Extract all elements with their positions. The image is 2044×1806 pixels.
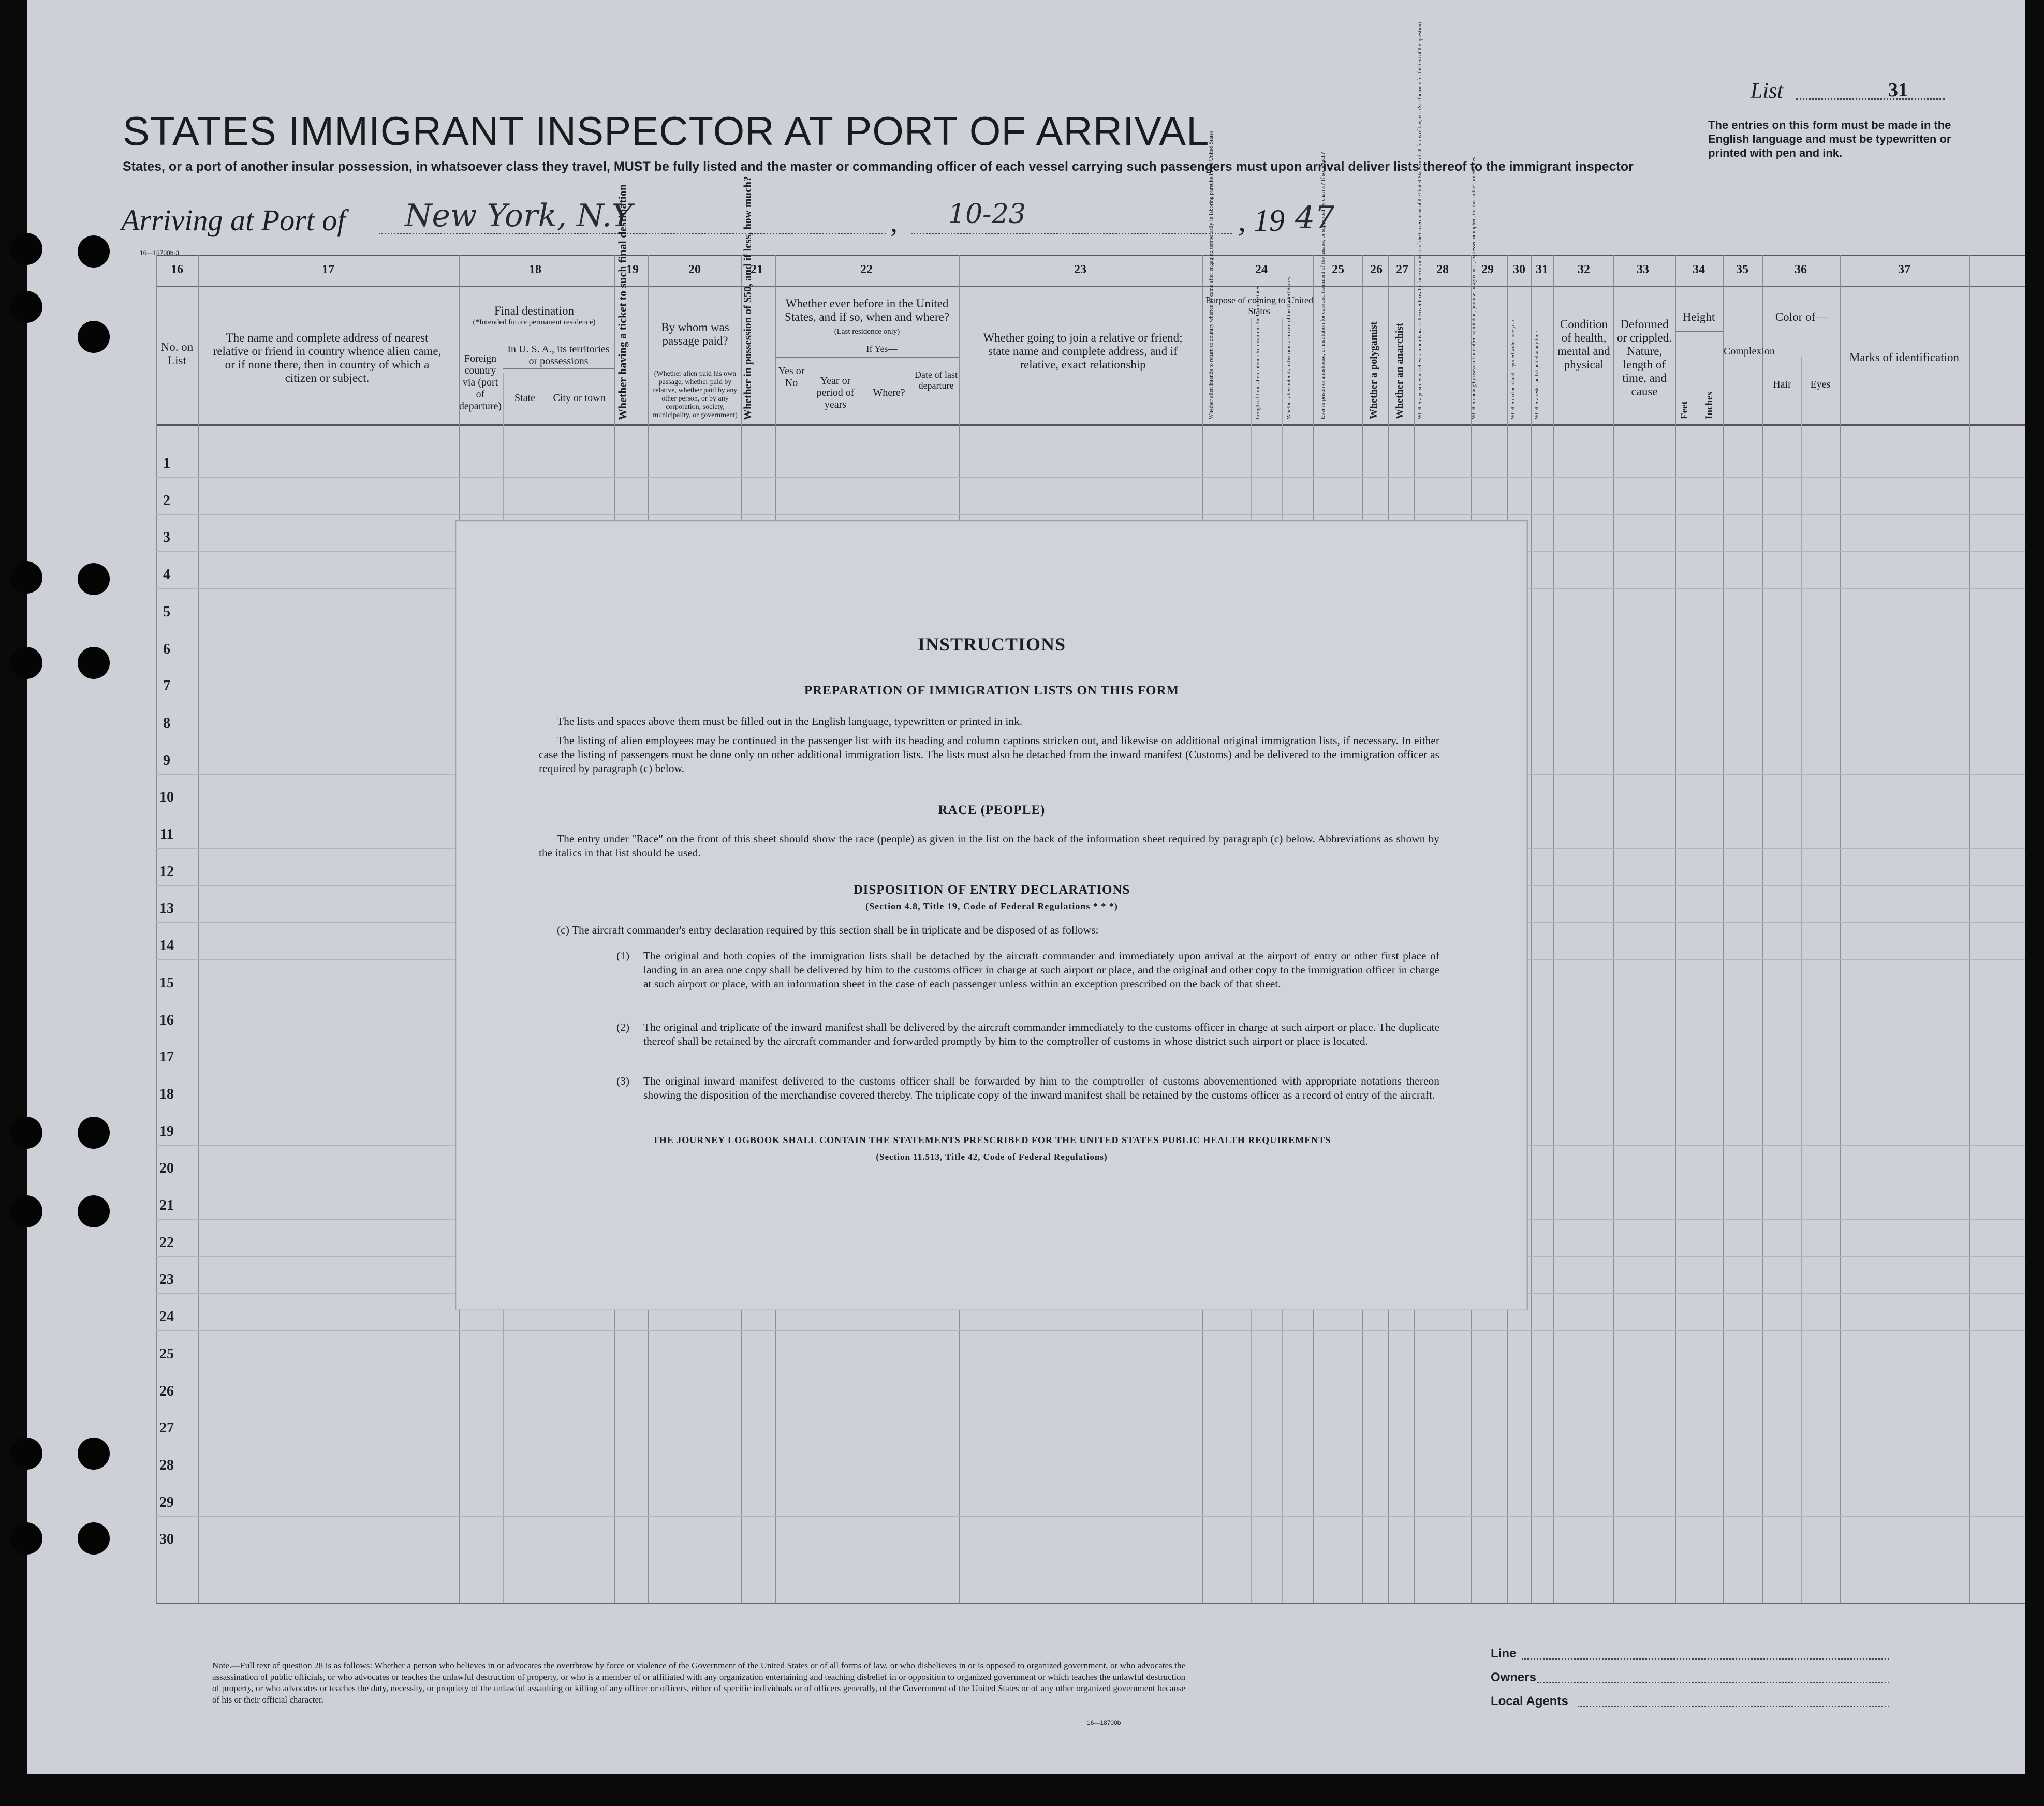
hdr-final-destination: Final destination [494, 304, 574, 317]
column-rule [198, 255, 199, 1603]
row-number: 7 [163, 678, 170, 694]
footnote-q28: Note.—Full text of question 28 is as follows: Whether a person who believes in or advocates the overthrow by force or violence of the Government of the United States or of all forms of law, or who disbelieves in or is opposed to organized government, or who advocates the assassination of public officials, or who advocates or teaches the unlawful destruction of property, or who is a member of or affiliated with any organization entertaining and teaching disbelief in or opposition to organized government or which teaches the unlawful destruction of property, or who advocates or teaches the duty, necessity, or propriety of the unlawful assaulting or killing of any officer or officers, either of specific individuals or of officers generally, of the Government of the United States or of any other organized government because of his or their official character. [212, 1661, 1185, 1705]
hdr-purpose-a: Whether alien intends to return to country whence he came after engaging temporarily in laboring pursuits in the United States [1208, 130, 1214, 419]
arriving-label: Arriving at Port of [121, 203, 346, 237]
row-number: 9 [163, 752, 170, 768]
item-3-num: (3) [616, 1075, 630, 1087]
hdr-date-last-departure: Date of last departure [915, 369, 958, 391]
list-number: 31 [1888, 79, 1908, 101]
row-number: 13 [159, 900, 174, 917]
date-value: 10-23 [948, 199, 1026, 230]
hdr-complexion: Complexion [1724, 346, 1775, 357]
column-rule [1801, 357, 1802, 1603]
punch-hole [10, 1438, 42, 1470]
row-number: 20 [159, 1160, 174, 1177]
hdr-prison: Ever in prison or almshouse, or institution for care and treatment of the insane, or supported by charity? If so, which? [1320, 152, 1326, 419]
row-number: 22 [159, 1234, 174, 1251]
row-number: 21 [159, 1197, 174, 1213]
row-number: 18 [159, 1086, 174, 1102]
hdr-purpose: Purpose of coming to United States [1205, 295, 1313, 316]
footer-form-code: 16—18700b [1087, 1719, 1121, 1726]
row-number: 1 [163, 455, 170, 471]
disposition-intro: (c) The aircraft commander's entry declaration required by this section shall be in triplicate and be disposed of as follows: [557, 924, 1099, 936]
row-number: 2 [163, 492, 170, 509]
col-num-34: 34 [1693, 263, 1705, 276]
punch-hole [78, 563, 110, 595]
date-line [911, 233, 1232, 234]
hdr-yes-no: Yes or No [778, 365, 805, 389]
row-number: 15 [159, 974, 174, 991]
col-num-28: 28 [1436, 263, 1449, 276]
col-num-20: 20 [688, 263, 701, 276]
list-label: List [1751, 79, 1784, 103]
row-number: 4 [163, 567, 170, 583]
row-number: 12 [159, 863, 174, 880]
punch-hole [10, 1195, 42, 1227]
hdr-city: City or town [553, 392, 606, 404]
row-number: 29 [159, 1494, 174, 1511]
line-label: Line [1491, 1647, 1517, 1661]
col-num-19: 19 [626, 263, 639, 276]
header-subtitle: States, or a port of another insular possession, in whatsoever class they travel, MUST be fully listed and the master or commanding officer of each vessel carrying such passengers must upon arrival deliver lists thereof to the immigrant inspector [123, 159, 1634, 174]
hdr-hair: Hair [1773, 379, 1791, 390]
col-num-17: 17 [322, 263, 334, 276]
row-number: 16 [159, 1012, 174, 1028]
item-1-text: The original and both copies of the immigration lists shall be detached by the aircraft commander and immediately upon arrival at the airport of entry or other first place of landing in an area one copy shall be delivered by him to the customs officer in charge at such airport or place, and the original and other copy to the immigration officer in charge at such airport or place, with an information sheet in the case of each passenger unless within an exception prescribed on the back of that sheet. [643, 950, 1439, 990]
col-num-37: 37 [1898, 263, 1910, 276]
hdr-feet: Feet [1679, 401, 1690, 419]
hdr-last-residence: (Last residence only) [834, 328, 900, 336]
year-prefix: , 19 [1238, 203, 1285, 238]
col-num-29: 29 [1481, 263, 1494, 276]
race-para: The entry under "Race" on the front of this sheet should show the race (people) as given in the list on the back of the information sheet required by paragraph (c) below. Abbreviations as shown by the italics in that list should be used. [539, 833, 1439, 859]
punch-hole [78, 1438, 110, 1470]
hdr-purpose-c: Whether alien intends to become a citizen of the United States [1286, 277, 1292, 419]
item-2-text: The original and triplicate of the inward manifest shall be delivered by the aircraft commander immediately to the customs officer in charge at such airport or place. The duplicate thereof shall be retained by the aircraft commander and forwarded promptly by him to the comptroller of customs in whose district such airport or place is located. [643, 1021, 1439, 1047]
subheader-rule [503, 368, 614, 369]
punch-hole [10, 233, 42, 265]
row-number: 25 [159, 1345, 174, 1362]
column-rule [1762, 255, 1763, 1603]
punch-hole [10, 1117, 42, 1149]
instructions-panel [455, 520, 1528, 1310]
hdr-ticket: Whether having a ticket to such final destination [616, 184, 629, 420]
comma-sep: , [890, 206, 898, 239]
table-top-rule [156, 255, 2025, 256]
subheader-rule [775, 357, 959, 358]
page-title: STATES IMMIGRANT INSPECTOR AT PORT OF ARRIVAL [123, 108, 1210, 154]
col-num-27: 27 [1396, 263, 1408, 276]
col-num-35: 35 [1736, 263, 1748, 276]
local-agents-label: Local Agents [1491, 1694, 1568, 1708]
hdr-ever-before: Whether ever before in the United States, and if so, when and where? [784, 297, 950, 323]
column-rule [1969, 255, 1970, 1603]
prep-para-2: The listing of alien employees may be continued in the passenger list with its heading and column captions stricken out, and likewise on additional original immigration lists, if necessary. In either case the listing of passengers must be done only on other additional immigration lists. The lists must also be detached from the inward manifest (Customs) and be delivered to the immigration officer as required by paragraph (c) below. [539, 734, 1439, 775]
manifest-sheet [27, 0, 2025, 1774]
punch-hole [10, 291, 42, 323]
logbook-statement: THE JOURNEY LOGBOOK SHALL CONTAIN THE STATEMENTS PRESCRIBED FOR THE UNITED STATES PUBLIC HEALTH REQUIREMENTS [652, 1135, 1331, 1145]
hdr-condition: Condition of health, mental and physical [1557, 318, 1610, 371]
hdr-purpose-b: Length of time alien intends to remain in the United States [1255, 286, 1261, 419]
punch-hole [78, 1117, 110, 1149]
punch-hole [78, 1522, 110, 1555]
punch-hole [10, 561, 42, 594]
table-row [156, 477, 2025, 478]
col-num-24: 24 [1255, 263, 1268, 276]
preparation-heading: PREPARATION OF IMMIGRATION LISTS ON THIS FORM [804, 684, 1180, 698]
hdr-year-period: Year or period of years [816, 375, 855, 410]
list-line [1796, 98, 1945, 100]
table-bottom-rule [156, 1603, 2025, 1604]
hdr-q28: Whether a person who believes in or advocates the overthrow by force or violence of the Government of the United States or of all forms of law, etc. (See footnote for full text of this question) [1417, 22, 1423, 419]
hdr-polygamist: Whether a polygamist [1368, 321, 1379, 419]
row-number: 23 [159, 1271, 174, 1288]
row-number: 19 [159, 1123, 174, 1139]
hdr-where: Where? [873, 387, 905, 398]
owners-label: Owners [1491, 1670, 1537, 1684]
item-2-num: (2) [616, 1021, 630, 1033]
col-num-32: 32 [1578, 263, 1590, 276]
hdr-q29: Whether coming by reason of any offer, solicitation, promise, or agreement, expressed or implied, to labor in the United States [1471, 157, 1477, 419]
table-row [156, 514, 2025, 515]
punch-hole [10, 1522, 42, 1555]
col-num-18: 18 [529, 263, 541, 276]
hdr-join-relative: Whether going to join a relative or friend; state name and complete address, and if relative, exact relationship [983, 331, 1183, 371]
col-num-23: 23 [1074, 263, 1086, 276]
hdr-relative-address: The name and complete address of nearest relative or friend in country whence alien came, or if none there, then in country of which a citizen or subject. [213, 331, 442, 384]
hdr-in-usa: In U. S. A., its territories or possessions [507, 344, 610, 367]
disposition-citation: (Section 4.8, Title 19, Code of Federal Regulations * * *) [865, 901, 1118, 911]
hdr-final-destination-note: (*Intended future permanent residence) [473, 318, 596, 327]
row-number: 10 [159, 789, 174, 806]
item-3-text: The original inward manifest delivered to the customs officer shall be forwarded by him to the comptroller of customs abovementioned with appropriate notations thereon showing the disposition of the merchandise covered thereby. The triplicate copy of the inward manifest shall be retained by the customs officer as a record of entry of the aircraft. [643, 1075, 1439, 1101]
column-rule [1840, 255, 1841, 1603]
row-number: 14 [159, 938, 174, 954]
column-rule [1723, 255, 1724, 1603]
hdr-q31: Whether arrested and deported at any time [1534, 331, 1540, 419]
year-value: 47 [1295, 200, 1335, 236]
col-num-21: 21 [751, 263, 763, 276]
hdr-anarchist: Whether an anarchist [1394, 323, 1405, 419]
col-num-16: 16 [171, 263, 183, 276]
hdr-no-on-list: No. on List [160, 341, 194, 367]
hdr-state: State [514, 392, 535, 404]
col-num-30: 30 [1513, 263, 1525, 276]
row-number: 27 [159, 1420, 174, 1437]
hdr-marks: Marks of identification [1849, 351, 1960, 364]
hdr-foreign-country: Foreign country via (port of departure)— [459, 353, 502, 424]
line-rule [1522, 1658, 1889, 1660]
col-num-36: 36 [1795, 263, 1807, 276]
hdr-height: Height [1682, 310, 1715, 323]
item-1-num: (1) [616, 950, 630, 962]
row-number: 26 [159, 1383, 174, 1399]
hdr-passage-paid-note: (Whether alien paid his own passage, whether paid by relative, whether paid by any other person, or by any corporation, society, municipality, or government) [653, 370, 738, 419]
table-row [156, 1330, 2025, 1331]
owners-rule [1537, 1682, 1889, 1683]
agents-rule [1578, 1706, 1889, 1707]
hdr-deformed: Deformed or crippled. Nature, length of time, and cause [1616, 318, 1672, 398]
race-heading: RACE (PEOPLE) [938, 803, 1046, 817]
disposition-heading: DISPOSITION OF ENTRY DECLARATIONS [853, 883, 1130, 897]
number-row-rule [156, 286, 2025, 287]
col-num-31: 31 [1536, 263, 1548, 276]
column-rule [1675, 255, 1676, 1603]
row-number: 24 [159, 1309, 174, 1325]
row-number: 28 [159, 1457, 174, 1473]
hdr-possession-50: Whether in possession of $50, and if less, how much? [741, 176, 754, 420]
punch-hole [10, 647, 42, 679]
entry-note: The entries on this form must be made in the English language and must be typewritten or printed with pen and ink. [1708, 119, 1951, 159]
column-rule [1613, 255, 1614, 1603]
row-number: 6 [163, 641, 170, 657]
logbook-citation: (Section 11.513, Title 42, Code of Federal Regulations) [876, 1152, 1108, 1162]
form-code: 16—18700b-3 [140, 249, 180, 257]
row-number: 8 [163, 715, 170, 731]
hdr-eyes: Eyes [1810, 379, 1831, 390]
hdr-if-yes: If Yes— [866, 344, 898, 354]
hdr-color-of: Color of— [1775, 310, 1828, 323]
subheader-rule [1675, 331, 1723, 332]
row-number: 11 [159, 826, 174, 842]
column-rule [1531, 255, 1532, 1603]
col-num-26: 26 [1370, 263, 1383, 276]
row-number: 3 [163, 529, 170, 546]
hdr-inches: Inches [1704, 392, 1715, 419]
col-num-25: 25 [1332, 263, 1344, 276]
row-number: 30 [159, 1531, 174, 1548]
header-bottom-rule [156, 424, 2025, 426]
punch-hole [78, 1195, 110, 1227]
punch-hole [78, 321, 110, 353]
port-value: New York, N.Y [405, 198, 633, 234]
prep-para-1: The lists and spaces above them must be filled out in the English language, typewritten or printed in ink. [557, 715, 1023, 728]
table-row [156, 1516, 2025, 1517]
hdr-q30: Whether excluded and deported within one year [1510, 319, 1516, 419]
column-rule [1553, 255, 1554, 1603]
row-number: 17 [159, 1049, 174, 1065]
col-num-33: 33 [1637, 263, 1649, 276]
row-number: 5 [163, 603, 170, 620]
punch-hole [78, 647, 110, 679]
instructions-title: INSTRUCTIONS [917, 634, 1066, 655]
col-num-22: 22 [860, 263, 873, 276]
punch-hole [78, 235, 110, 268]
hdr-passage-paid: By whom was passage paid? [661, 321, 729, 347]
